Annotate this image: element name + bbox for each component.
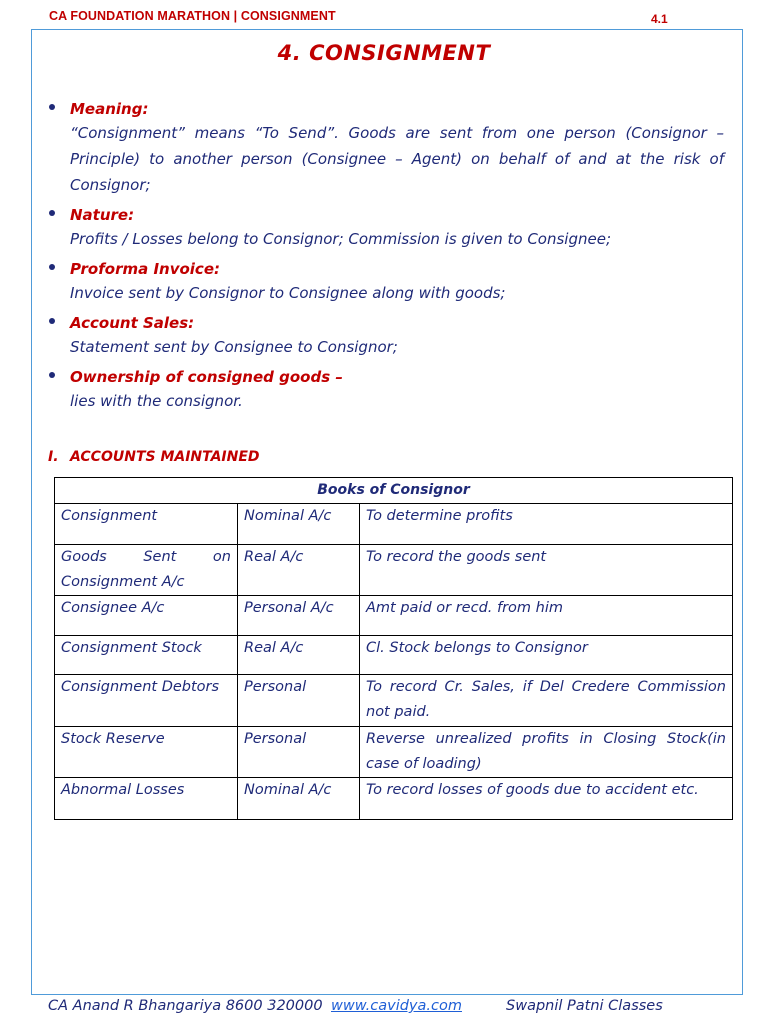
- account-cell: Consignee A/c: [55, 596, 238, 636]
- type-cell: Personal: [238, 727, 360, 778]
- bullet-heading: Nature:: [70, 206, 135, 224]
- bullet-dot-icon: [49, 372, 55, 378]
- page-title: 4. CONSIGNMENT: [277, 41, 491, 65]
- bullet-proforma-invoice: [48, 258, 724, 306]
- type-cell: Nominal A/c: [238, 504, 360, 545]
- account-cell: Consignment Stock: [55, 636, 238, 675]
- running-header: CA FOUNDATION MARATHON | CONSIGNMENT: [49, 9, 336, 23]
- word: Sent: [143, 549, 177, 565]
- table-row: [55, 504, 733, 545]
- account-line: [61, 545, 231, 570]
- accounts-table: [54, 477, 733, 820]
- bullet-heading: Ownership of consigned goods –: [70, 368, 343, 386]
- account-cell: Consignment: [55, 504, 238, 545]
- account-cell: [55, 545, 238, 596]
- purpose-cell: To record the goods sent: [360, 545, 733, 596]
- table-row: [55, 636, 733, 675]
- table-row: [55, 778, 733, 820]
- account-cell: Consignment Debtors: [55, 675, 238, 727]
- bullet-heading: Meaning:: [70, 100, 149, 118]
- table-row: [55, 675, 733, 727]
- footer-classes: Swapnil Patni Classes: [506, 998, 663, 1014]
- bullet-dot-icon: [49, 318, 55, 324]
- word: on: [212, 549, 231, 565]
- table-header-row: [55, 478, 733, 504]
- bullet-ownership: [48, 366, 724, 414]
- table-header: Books of Consignor: [55, 478, 733, 504]
- purpose-cell: To record losses of goods due to accident etc.: [360, 778, 733, 820]
- purpose-cell: To record Cr. Sales, if Del Credere Commission not paid.: [360, 675, 733, 727]
- bullet-meaning: [48, 98, 724, 198]
- purpose-cell: Cl. Stock belongs to Consignor: [360, 636, 733, 675]
- bullet-text: lies with the consignor.: [70, 392, 243, 410]
- account-line: Consignment A/c: [61, 574, 185, 590]
- type-cell: Real A/c: [238, 636, 360, 675]
- bullet-dot-icon: [49, 104, 55, 110]
- section-title: ACCOUNTS MAINTAINED: [70, 449, 260, 465]
- footer-website-link[interactable]: www.cavidya.com: [331, 998, 462, 1014]
- account-cell: Abnormal Losses: [55, 778, 238, 820]
- table-row: [55, 545, 733, 596]
- word: Goods: [61, 549, 107, 565]
- bullet-text: Profits / Losses belong to Consignor; Commission is given to Consignee;: [70, 230, 612, 248]
- type-cell: Nominal A/c: [238, 778, 360, 820]
- type-cell: Personal A/c: [238, 596, 360, 636]
- purpose-cell: To determine profits: [360, 504, 733, 545]
- bullet-heading: Proforma Invoice:: [70, 260, 220, 278]
- bullet-dot-icon: [49, 210, 55, 216]
- account-cell: Stock Reserve: [55, 727, 238, 778]
- purpose-cell: Reverse unrealized profits in Closing Stock(in case of loading): [360, 727, 733, 778]
- section-heading: [48, 449, 260, 465]
- section-number: I.: [48, 449, 59, 465]
- page-number: 4.1: [651, 12, 668, 26]
- key-points-list: [48, 98, 724, 422]
- bullet-heading: Account Sales:: [70, 314, 195, 332]
- bullet-account-sales: [48, 312, 724, 360]
- type-cell: Real A/c: [238, 545, 360, 596]
- bullet-dot-icon: [49, 264, 55, 270]
- type-cell: Personal: [238, 675, 360, 727]
- table-row: [55, 727, 733, 778]
- bullet-text: Statement sent by Consignee to Consignor;: [70, 338, 398, 356]
- table-row: [55, 596, 733, 636]
- bullet-text: Invoice sent by Consignor to Consignee along with goods;: [70, 284, 506, 302]
- purpose-cell: Amt paid or recd. from him: [360, 596, 733, 636]
- bullet-text: “Consignment” means “To Send”. Goods are sent from one person (Consignor – Principle) to another person (Consignee – Agent) on behalf of and at the risk of Consignor;: [70, 124, 724, 194]
- footer-author: CA Anand R Bhangariya 8600 320000: [48, 998, 323, 1014]
- bullet-nature: [48, 204, 724, 252]
